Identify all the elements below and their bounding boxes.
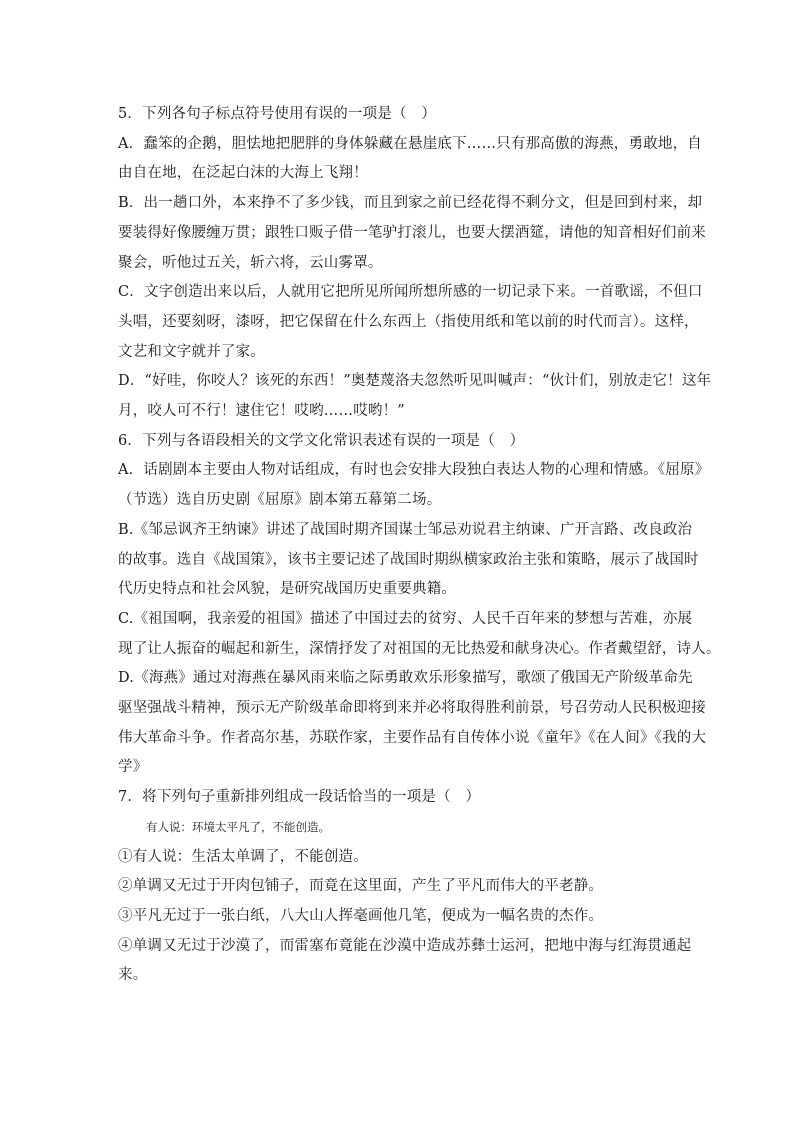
sentence-2: ②单调又无过于开肉包铺子，而竟在这里面，产生了平凡而伟大的平老静。 — [118, 878, 604, 895]
option-5c-line-2: 头唱，还要刻呀，漆呀，把它保留在什么东西上（指使用纸和笔以前的时代而言）。这样， — [118, 313, 699, 330]
option-6d-line-2: 驱坚强战斗精神，预示无产阶级革命即将到来并必将取得胜利前景，号召劳动人民积极迎接 — [118, 700, 706, 717]
sentence-4-line-1: ④单调又无过于沙漠了，而雷塞布竟能在沙漠中造成苏彝士运河，把地中海与红海贯通起 — [118, 937, 692, 954]
option-6d-line-1: D.《海燕》通过对海燕在暴风雨来临之际勇敢欢乐形象描写，歌颂了俄国无产阶级革命先 — [118, 670, 693, 687]
sentence-1: ①有人说：生活太单调了，不能创造。 — [118, 848, 368, 865]
sentence-4-line-2: 来。 — [118, 967, 148, 984]
option-5b-line-3: 聚会，听他过五关，斩六将，云山雾罩。 — [118, 254, 383, 271]
option-5d-line-1: D．“好哇，你咬人？该死的东西！”奥楚蔑洛夫忽然听见叫喊声：“伙计们，别放走它！这年 — [118, 373, 712, 390]
question-5-stem: 5．下列各句子标点符号使用有误的一项是（ ） — [118, 106, 437, 122]
option-6b-line-3: 代历史特点和社会风貌，是研究战国历史重要典籍。 — [118, 581, 457, 598]
option-5a-line-2: 由自在地，在泛起白沫的大海上飞翔！ — [118, 165, 368, 182]
option-6b-line-1: B.《邹忌讽齐王纳谏》讲述了战国时期齐国谋士邹忌劝说君主纳谏、广开言路、改良政治 — [118, 521, 693, 538]
question-6-stem: 6．下列与各语段相关的文学文化常识表述有误的一项是（ ） — [118, 432, 525, 449]
sentence-3: ③平凡无过于一张白纸，八大山人挥毫画他几笔，便成为一幅名贵的杰作。 — [118, 907, 604, 924]
option-5a-line-1: A．蠢笨的企鹅，胆怯地把肥胖的身体躲藏在悬崖底下……只有那高傲的海燕，勇敢地，自 — [118, 135, 702, 152]
option-6d-line-4: 学》 — [118, 759, 148, 776]
option-5b-line-1: B．出一趟口外，本来挣不了多少钱，而且到家之前已经花得不剩分文，但是回到村来，却 — [118, 195, 703, 212]
option-6c-line-1: C.《祖国啊，我亲爱的祖国》描述了中国过去的贫穷、人民千百年来的梦想与苦难，亦展 — [118, 610, 693, 627]
option-6c-line-2: 现了让人振奋的崛起和新生，深情抒发了对祖国的无比热爱和献身决心。作者戴望舒，诗人。 — [118, 640, 721, 657]
option-6a-line-1: A．话剧剧本主要由人物对话组成，有时也会安排大段独白表达人物的心理和情感。《屈原》 — [118, 462, 710, 479]
question-7-stem: 7．将下列句子重新排列组成一段话恰当的一项是（ ） — [118, 789, 481, 806]
option-6a-line-2: （节选）选自历史剧《屈原》剧本第五幕第二场。 — [118, 492, 442, 509]
document-page — [118, 100, 721, 991]
option-6d-line-3: 伟大革命斗争。作者高尔基，苏联作家，主要作品有自传体小说《童年》《在人间》《我的大 — [118, 729, 707, 746]
option-5c-line-3: 文艺和文字就并了家。 — [118, 343, 265, 360]
option-5c-line-1: C．文字创造出来以后，人就用它把所见所闻所想所感的一切记录下来。一首歌谣，不但口 — [118, 284, 703, 301]
question-7-lead-sentence: 有人说：环境太平凡了，不能创造。 — [146, 819, 330, 834]
option-5b-line-2: 要装得好像腰缠万贯；跟牲口贩子借一笔驴打滚儿，也要大摆酒筵，请他的知音相好们前来 — [118, 224, 706, 241]
option-6b-line-2: 的故事。选自《战国策》，该书主要记述了战国时期纵横家政治主张和策略，展示了战国时 — [118, 551, 699, 568]
option-5d-line-2: 月，咬人可不行！逮住它！哎哟……哎哟！” — [118, 403, 405, 420]
